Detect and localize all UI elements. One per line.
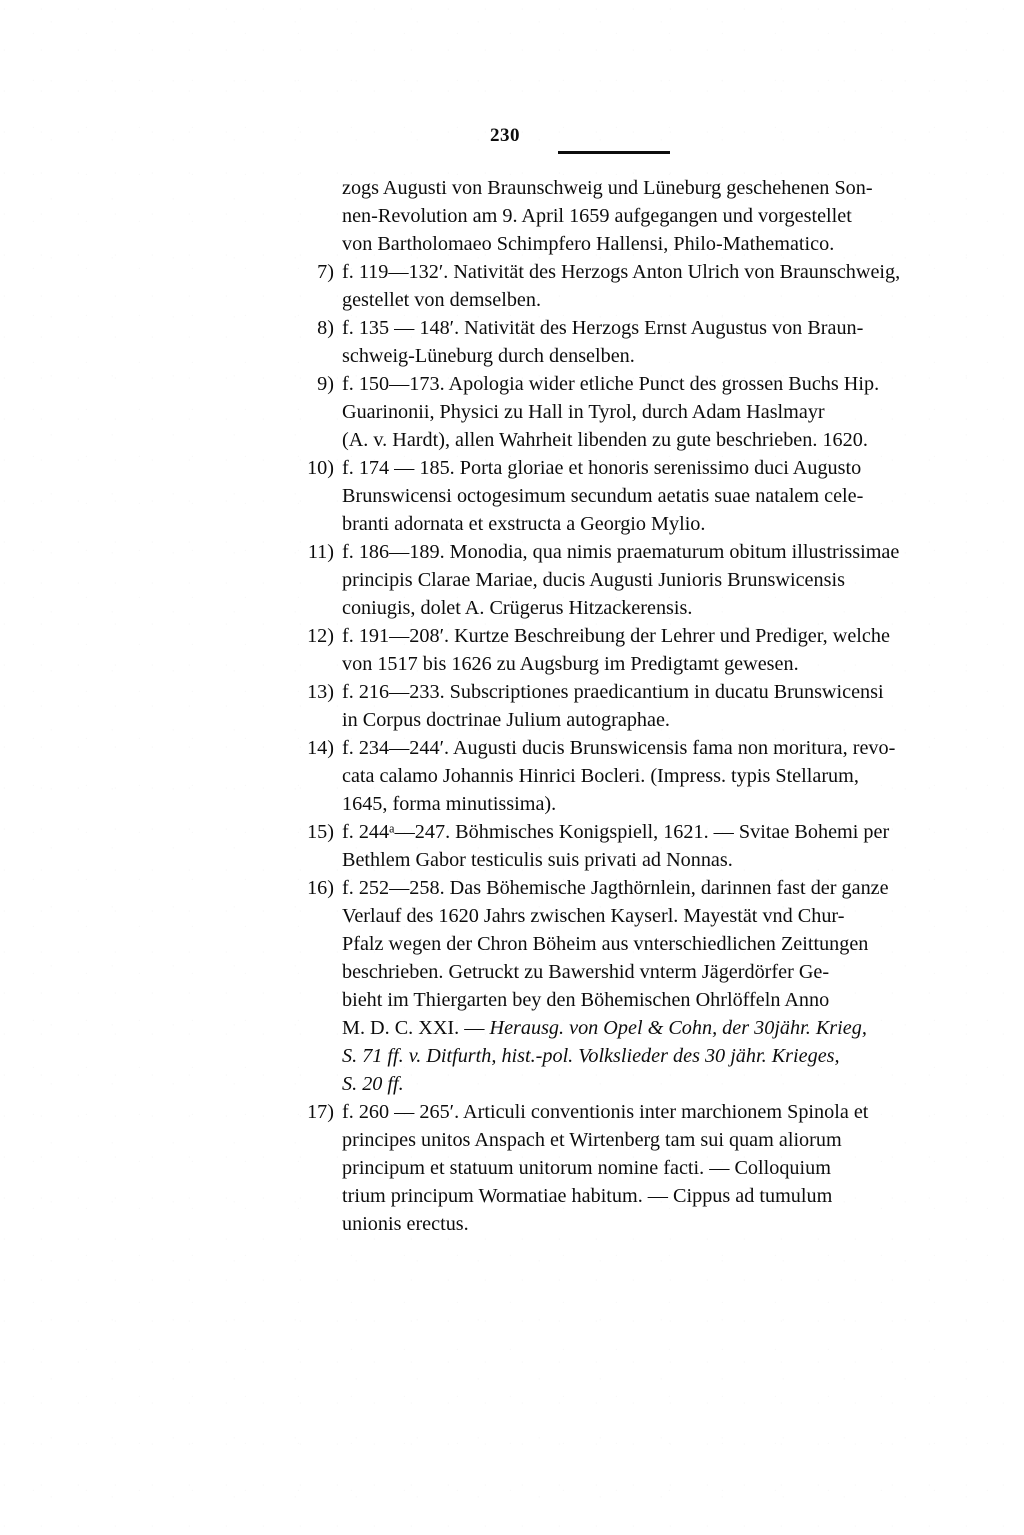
- text-line: Pfalz wegen der Chron Böheim aus vnterschiedlichen Zeittungen: [342, 933, 869, 955]
- list-item: [282, 454, 964, 538]
- text-line: coniugis, dolet A. Crügerus Hitzackerensis.: [342, 597, 693, 619]
- text-line: f. 244ᵃ—247. Böhmisches Konigspiell, 1621. — Svitae Bohemi per: [342, 821, 890, 843]
- text-line: Bethlem Gabor testiculis suis privati ad Nonnas.: [342, 849, 733, 871]
- catchword-paragraph: [282, 174, 964, 258]
- page-header: [0, 126, 1024, 154]
- text-line: von 1517 bis 1626 zu Augsburg im Predigtamt gewesen.: [342, 653, 799, 675]
- text-line: von Bartholomaeo Schimpfero Hallensi, Philo-Mathematico.: [342, 233, 835, 255]
- roman-run: M. D. C. XXI. —: [342, 1017, 490, 1039]
- text-line: schweig-Lüneburg durch denselben.: [342, 345, 635, 367]
- list-item: [282, 874, 964, 1098]
- text-line: f. 135 — 148′. Nativität des Herzogs Ernst Augustus von Braun-: [342, 317, 864, 339]
- text-line: principis Clarae Mariae, ducis Augusti Junioris Brunswicensis: [342, 569, 845, 591]
- item-number: 10): [307, 457, 334, 479]
- list-item: [282, 258, 964, 314]
- list-item: [282, 1098, 964, 1238]
- text-line: f. 216—233. Subscriptiones praedicantium in ducatu Brunswicensi: [342, 681, 884, 703]
- text-line: Brunswicensi octogesimum secundum aetatis suae natalem cele-: [342, 485, 864, 507]
- item-number: 7): [317, 261, 334, 283]
- page-number: 230: [490, 125, 520, 146]
- text-line: principum et statuum unitorum nomine facti. — Colloquium: [342, 1157, 831, 1179]
- text-line: 1645, forma minutissima).: [342, 793, 557, 815]
- text-line: S. 71 ff. v. Ditfurth, hist.-pol. Volkslieder des 30 jähr. Krieges,: [342, 1045, 840, 1067]
- body-text: [282, 174, 964, 1238]
- text-line: f. 260 — 265′. Articuli conventionis inter marchionem Spinola et: [342, 1101, 869, 1123]
- text-line: Guarinonii, Physici zu Hall in Tyrol, durch Adam Haslmayr: [342, 401, 825, 423]
- text-line: nen-Revolution am 9. April 1659 aufgegangen und vorgestellet: [342, 205, 852, 227]
- text-line: beschrieben. Getruckt zu Bawershid vnterm Jägerdörfer Ge-: [342, 961, 830, 983]
- item-number: 8): [317, 317, 334, 339]
- text-line: trium principum Wormatiae habitum. — Cippus ad tumulum: [342, 1185, 833, 1207]
- text-line: bieht im Thiergarten bey den Böhemischen Ohrlöffeln Anno: [342, 989, 830, 1011]
- list-item: [282, 818, 964, 874]
- text-line: (A. v. Hardt), allen Wahrheit libenden zu gute beschrieben. 1620.: [342, 429, 868, 451]
- list-item: [282, 678, 964, 734]
- text-line: f. 150—173. Apologia wider etliche Punct des grossen Buchs Hip.: [342, 373, 880, 395]
- item-number: 14): [307, 737, 334, 759]
- list-item: [282, 538, 964, 622]
- text-line: Verlauf des 1620 Jahrs zwischen Kayserl. Mayestät vnd Chur-: [342, 905, 845, 927]
- text-line: f. 174 — 185. Porta gloriae et honoris serenissimo duci Augusto: [342, 457, 862, 479]
- text-line: gestellet von demselben.: [342, 289, 542, 311]
- item-number: 12): [307, 625, 334, 647]
- italic-run: Herausg. von Opel & Cohn, der 30jähr. Krieg,: [489, 1017, 867, 1039]
- text-line: cata calamo Johannis Hinrici Bocleri. (Impress. typis Stellarum,: [342, 765, 859, 787]
- text-line: branti adornata et exstructa a Georgio Mylio.: [342, 513, 706, 535]
- text-line: S. 20 ff.: [342, 1073, 404, 1095]
- text-line: f. 252—258. Das Böhemische Jagthörnlein, darinnen fast der ganze: [342, 877, 889, 899]
- text-line: f. 119—132′. Nativität des Herzogs Anton Ulrich von Braunschweig,: [342, 261, 901, 283]
- text-line: f. 186—189. Monodia, qua nimis praematurum obitum illustrissimae: [342, 541, 900, 563]
- text-line: f. 191—208′. Kurtze Beschreibung der Lehrer und Prediger, welche: [342, 625, 890, 647]
- list-item: [282, 734, 964, 818]
- item-number: 13): [307, 681, 334, 703]
- list-item: [282, 314, 964, 370]
- text-line: zogs Augusti von Braunschweig und Lüneburg geschehenen Son-: [342, 177, 873, 199]
- text-line: f. 234—244′. Augusti ducis Brunswicensis fama non moritura, revo-: [342, 737, 896, 759]
- text-line-mixed: [342, 1014, 964, 1042]
- list-item: [282, 370, 964, 454]
- item-number: 9): [317, 373, 334, 395]
- text-line: in Corpus doctrinae Julium autographae.: [342, 709, 670, 731]
- item-number: 17): [307, 1101, 334, 1123]
- list-item: [282, 622, 964, 678]
- item-number: 15): [307, 821, 334, 843]
- header-rule: [558, 151, 670, 154]
- text-line: unionis erectus.: [342, 1213, 469, 1235]
- item-number: 11): [307, 541, 334, 563]
- item-number: 16): [307, 877, 334, 899]
- text-line: principes unitos Anspach et Wirtenberg tam sui quam aliorum: [342, 1129, 842, 1151]
